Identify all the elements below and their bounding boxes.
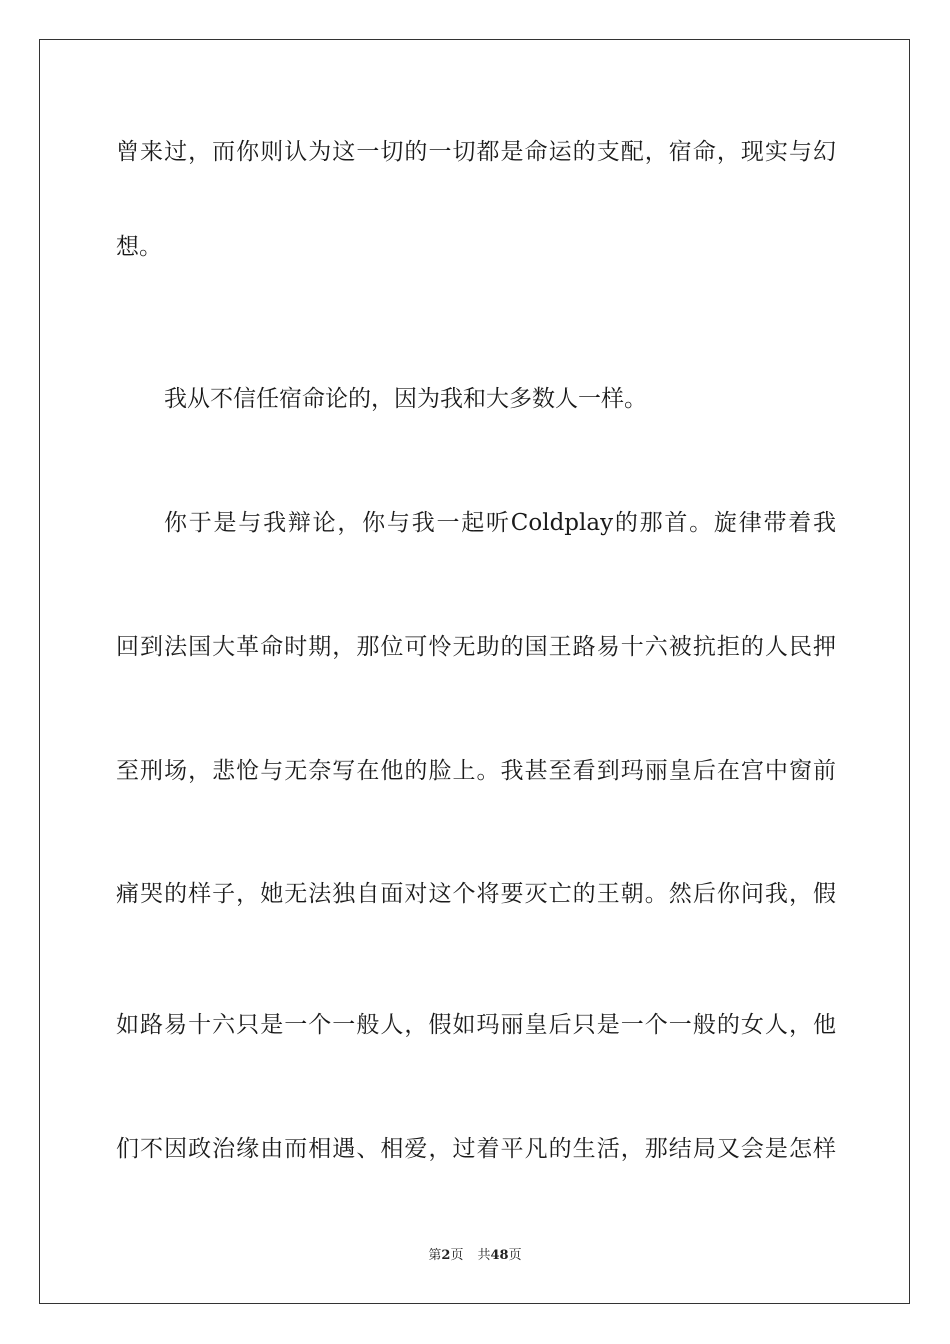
page-number: 2	[441, 1248, 451, 1263]
text-line: 如路易十六只是一个一般人，假如玛丽皇后只是一个一般的女人，他	[116, 1012, 836, 1038]
text-line: 痛哭的样子，她无法独自面对这个将要灭亡的王朝。然后你问我，假	[116, 881, 836, 907]
text-line: 至刑场，悲怆与无奈写在他的脸上。我甚至看到玛丽皇后在宫中窗前	[116, 758, 836, 784]
page-prefix: 第	[428, 1248, 442, 1263]
total-suffix: 页	[508, 1248, 522, 1263]
page-suffix: 页	[450, 1248, 464, 1263]
text-line: 想。	[116, 234, 162, 260]
text-line: 你于是与我辩论，你与我一起听Coldplay的那首。旋律带着我	[164, 510, 836, 536]
total-prefix: 共	[477, 1248, 491, 1263]
page-footer	[0, 1247, 950, 1265]
text-line: 们不因政治缘由而相遇、相爱，过着平凡的生活，那结局又会是怎样	[116, 1136, 836, 1162]
text-line: 曾来过，而你则认为这一切的一切都是命运的支配，宿命，现实与幻	[116, 139, 836, 165]
text-line: 我从不信任宿命论的，因为我和大多数人一样。	[164, 386, 647, 412]
text-line: 回到法国大革命时期，那位可怜无助的国王路易十六被抗拒的人民押	[116, 634, 836, 660]
total-pages: 48	[490, 1248, 509, 1263]
